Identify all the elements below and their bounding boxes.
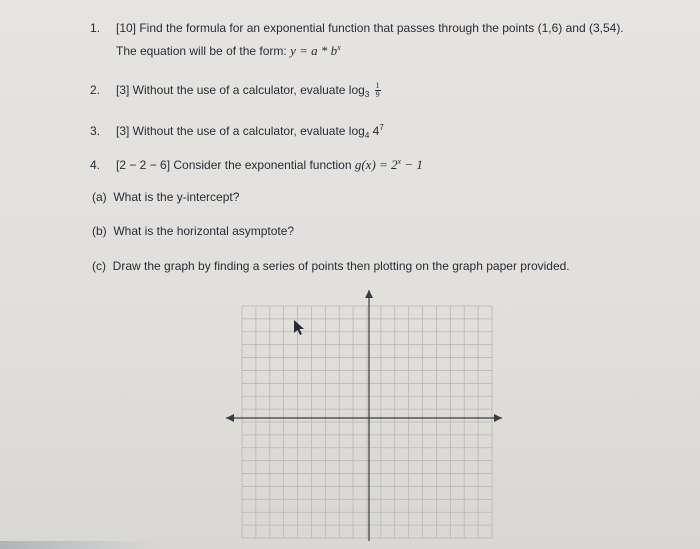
question-3: [90, 120, 384, 144]
fraction: $\frac{1}{9}$: [375, 81, 380, 100]
question-text: [10] Find the formula for an exponential function that passes through the points (1,6) and (3,54).: [116, 21, 624, 35]
question-4: [90, 154, 423, 173]
exponent: 7: [379, 123, 384, 132]
log-base: 4: [364, 131, 370, 140]
part-c: [92, 258, 570, 274]
part-text: What is the horizontal asymptote?: [113, 224, 295, 238]
part-text: What is the y-intercept?: [113, 190, 240, 204]
question-text: [3] Without the use of a calculator, evaluate log: [116, 124, 365, 138]
question-1-line2: [116, 40, 341, 59]
question-text: The equation will be of the form:: [116, 44, 287, 58]
log-base: 3: [364, 90, 370, 99]
part-text: Draw the graph by finding a series of points then plotting on the graph paper provided.: [112, 259, 570, 273]
part-label: (c): [92, 259, 106, 273]
question-number: 4.: [90, 158, 101, 172]
grid-lines: [242, 306, 492, 538]
part-label: (b): [92, 224, 107, 238]
graph-paper: [224, 288, 504, 543]
question-text: [3] Without the use of a calculator, evaluate log: [116, 83, 365, 97]
question-2: [90, 82, 381, 103]
part-a: [92, 189, 239, 205]
function-expression: $g(x) = 2^x - 1$: [354, 157, 423, 172]
equation-form: $y = a * b^x$: [290, 43, 341, 58]
question-text: [2 − 2 − 6] Consider the exponential function: [116, 158, 352, 172]
cursor-icon: [294, 320, 304, 335]
y-axis-arrow: [365, 290, 373, 298]
question-1: [90, 20, 624, 36]
question-number: 3.: [90, 124, 101, 138]
question-number: 2.: [90, 83, 101, 97]
page-edge-blur: [0, 541, 160, 549]
part-label: (a): [92, 190, 107, 204]
x-axis-right-arrow: [494, 414, 502, 422]
log-argument: 4: [372, 124, 380, 138]
x-axis-left-arrow: [226, 414, 234, 422]
question-number: 1.: [90, 21, 101, 35]
part-b: [92, 223, 294, 239]
